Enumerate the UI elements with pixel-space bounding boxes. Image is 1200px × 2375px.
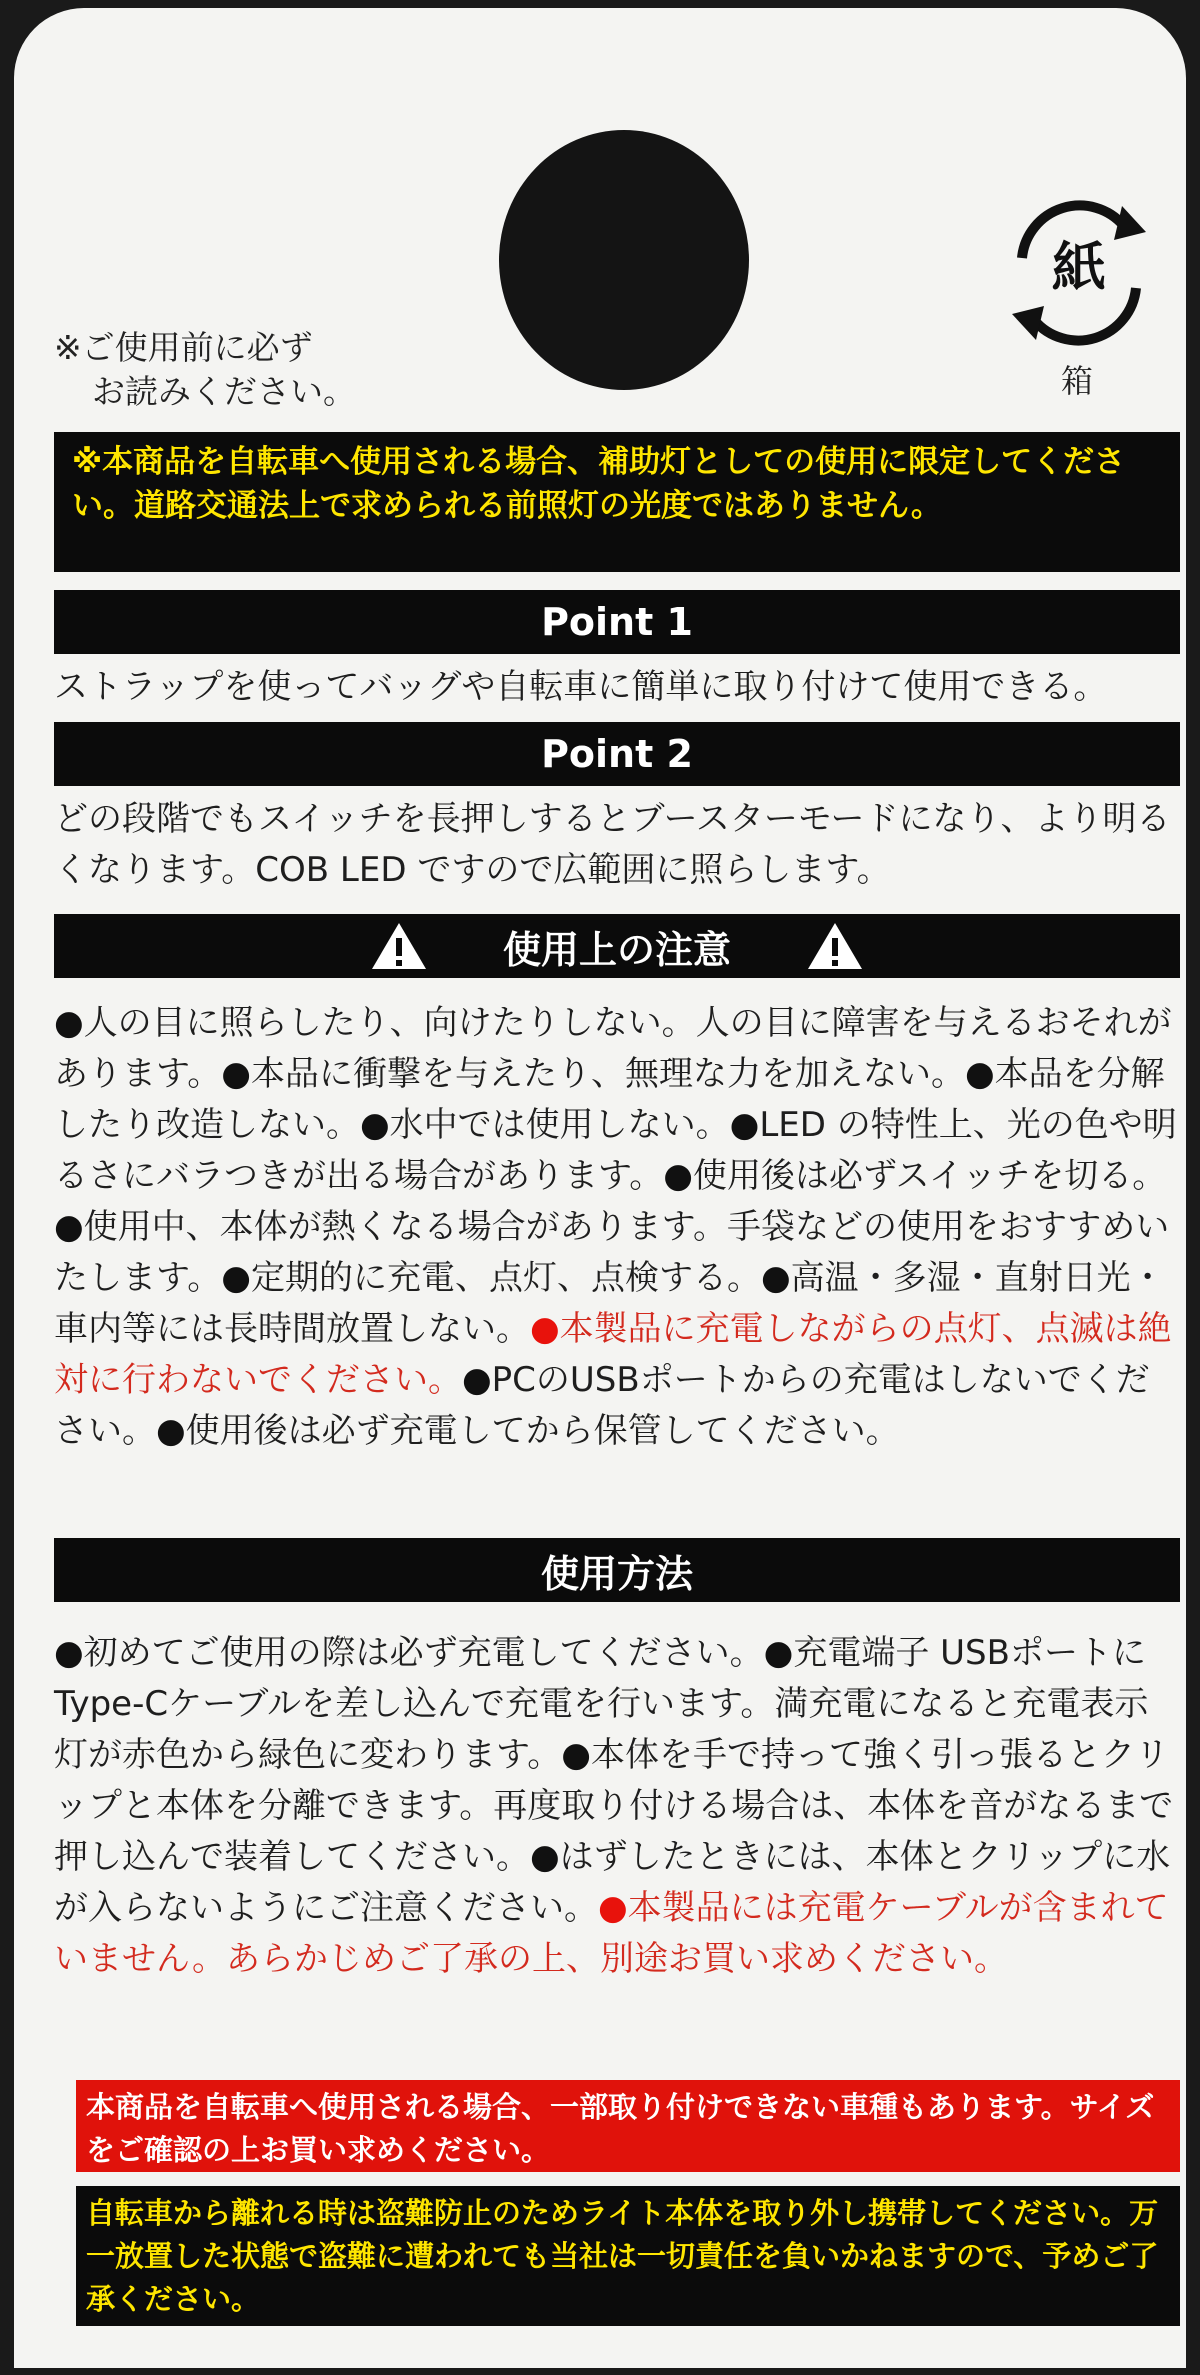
caution-red-item: 本製品に充電しながらの点灯、点滅は絶対に行わないでください。: [54, 1309, 1172, 1400]
point1-text: ストラップを使ってバッグや自転車に簡単に取り付けて使用できる。: [54, 667, 1108, 707]
usage-text: ●初めてご使用の際は必ず充電してください。●充電端子 USBポートに Type-Cケーブルを差し込んで充電を行います。満充電になると充電表示灯が赤色から緑色に変わります。●本体を手で持って強く引っ張るとクリップと本体を分離できます。再度取り付ける場合は、本体を音がなるまで押し込んで装着してください。●はずしたときには、本体とクリップに水が入らないようにご注意ください。●本製品には充電ケーブルが含まれていません。あらかじめご了承の上、別途お買い求めください。: [54, 1633, 1174, 1979]
hang-hole: [499, 130, 749, 390]
usage-item: 充電端子 USBポートに Type-Cケーブルを差し込んで充電を行います。満充電になると充電表示灯が赤色から緑色に変わります。: [54, 1633, 1149, 1775]
usage-red-item: 本製品には充電ケーブルが含まれていません。あらかじめご了承の上、別途お買い求めください。: [54, 1888, 1169, 1979]
package-card: [14, 8, 1186, 2368]
point1-heading: [54, 590, 1180, 654]
paper-recycle-icon: [1004, 188, 1154, 358]
caution-item: 水中では使用しない。: [389, 1105, 730, 1145]
caution-heading: [54, 914, 1180, 978]
read-first-note: [54, 326, 356, 414]
read-first-line2: お読みください。: [92, 372, 356, 411]
caution-item: 使用後は必ず充電してから保管してください。: [185, 1411, 900, 1451]
caution-item: 使用中、本体が熱くなる場合があります。手袋などの使用をおすすめいたします。: [54, 1207, 1170, 1298]
usage-item: 初めてご使用の際は必ず充電してください。: [83, 1633, 764, 1673]
caution-item: 定期的に充電、点灯、点検する。: [250, 1258, 761, 1298]
fitment-warning-banner: 本商品を自転車へ使用される場合、一部取り付けできない車種もあります。サイズをご確認の上お買い求めください。: [76, 2080, 1180, 2176]
usage-item: 本体を手で持って強く引っ張るとクリップと本体を分離できます。再度取り付ける場合は、本体を音がなるまで押し込んで装着してください。: [54, 1735, 1174, 1877]
point2-title: Point 2: [541, 732, 693, 776]
warning-triangle-icon: [806, 921, 864, 971]
caution-item: 本品に衝撃を与えたり、無理な力を加えない。: [250, 1054, 965, 1094]
top-warning-banner: ※本商品を自転車へ使用される場合、補助灯としての使用に限定してください。道路交通法上で求められる前照灯の光度ではありません。: [54, 432, 1180, 572]
point2-text: どの段階でもスイッチを長押しするとブースターモードになり、より明るくなります。COB LED ですので広範囲に照らします。: [54, 799, 1171, 890]
usage-title: 使用方法: [540, 1551, 693, 1596]
recycle-symbol-text: 紙: [1052, 236, 1106, 299]
theft-warning-banner: 自転車から離れる時は盗難防止のためライト本体を取り外し携帯してください。万一放置した状態で盗難に遭われても当社は一切責任を負いかねますので、予めご了承ください。: [76, 2186, 1180, 2326]
caution-item: 本品を分解したり改造しない。: [54, 1054, 1165, 1145]
point1-title: Point 1: [541, 600, 693, 644]
usage-heading: [54, 1538, 1180, 1602]
caution-item: 使用後は必ずスイッチを切る。: [692, 1156, 1167, 1196]
caution-text: ●人の目に照らしたり、向けたりしない。人の目に障害を与えるおそれがあります。●本品に衝撃を与えたり、無理な力を加えない。●本品を分解したり改造しない。●水中では使用しない。●LED の特性上、光の色や明るさにバラつきが出る場合があります。●使用後は必ずスイッチを切る。●使用中、本体が熱くなる場合があります。手袋などの使用をおすすめいたします。●定期的に充電、点灯、点検する。●高温・多湿・直射日光・車内等には長時間放置しない。●本製品に充電しながらの点灯、点滅は絶対に行わないでください。●PCのUSBポートからの充電はしないでください。●使用後は必ず充電してから保管してください。: [54, 1003, 1177, 1451]
recycle-label: 箱: [1060, 362, 1093, 400]
caution-item: 高温・多湿・直射日光・車内等には長時間放置しない。: [54, 1258, 1165, 1349]
warning-triangle-icon: [370, 921, 428, 971]
caution-title: 使用上の注意: [502, 927, 731, 972]
read-first-line1: ※ご使用前に必ず: [54, 328, 313, 367]
caution-item: 人の目に照らしたり、向けたりしない。人の目に障害を与えるおそれがあります。: [54, 1003, 1172, 1094]
point2-heading: [54, 722, 1180, 786]
caution-item: PCのUSBポートからの充電はしないでください。: [54, 1360, 1150, 1451]
usage-item: はずしたときには、本体とクリップに水が入らないようにご注意ください。: [54, 1837, 1171, 1928]
caution-item: LED の特性上、光の色や明るさにバラつきが出る場合があります。: [54, 1105, 1177, 1196]
